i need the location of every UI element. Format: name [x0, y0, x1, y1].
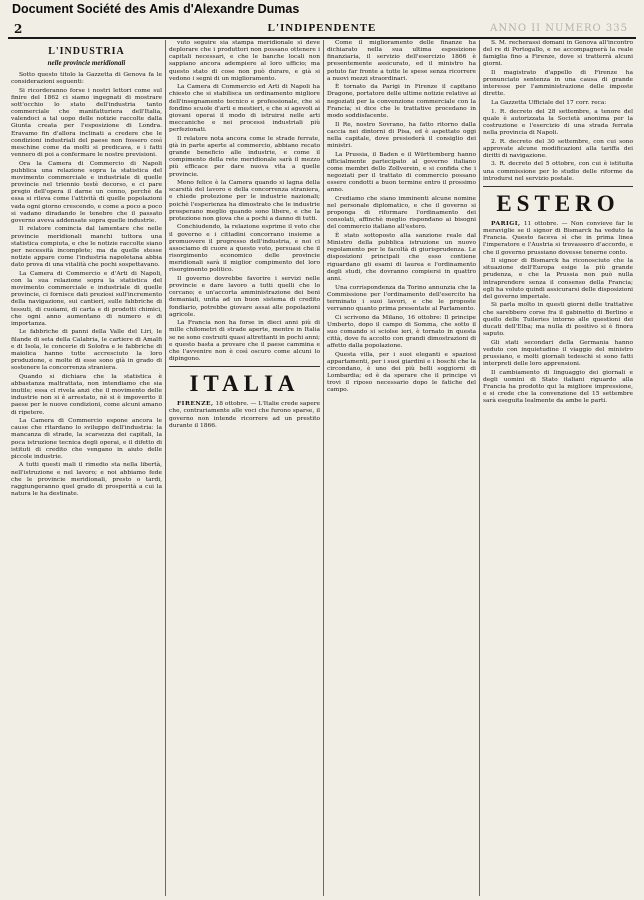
article-paragraph: A tutti questi mali il rimedio sta nella libertà, nell'istruzione e nel lavoro; e noi abbiamo fede che le provincie meridionali, presto o tardi, raggiungeranno quel grado di prosperità a cui la natura le ha destinate. — [11, 462, 162, 498]
article-paragraph: Meno felice è la Camera quando si lagna della scarsità del lavoro e della concorrenza straniera, e chiede protezione per le industrie nazionali; poichè l'esperienza ha dimostrato che le industrie prosperano meglio quando sono libere, e che la protezione non giova che a pochi a danno di tutti. — [169, 180, 320, 222]
article-paragraph: È stato sottoposto alla sanzione reale dal Ministro della pubblica istruzione un nuovo regolamento per le facoltà di giurisprudenza. Le disposizioni principali che esso contiene riguardano gli esami di laurea e l'ordinamento degli studi, che dovranno compiersi in quattro anni. — [327, 233, 476, 282]
article-paragraph: Il governo dovrebbe favorire i servizi nelle provincie e dare lavoro a tutti quelli che lo cercano; e un'accorta amministrazione dei beni demaniali, unita ad un buon sistema di credito fondiario, potrebbe giovare assai alle popolazioni agricole. — [169, 275, 320, 318]
article-paragraph: S. M. recherassi domani in Genova all'incontro del re di Portogallo, e ne accompagnerà la reale famiglia fino a Firenze, dove si tratterrà alcuni giorni. — [483, 40, 633, 68]
column-1-body — [11, 72, 162, 498]
dateline-parigi — [483, 220, 633, 257]
article-paragraph: La Prussia, il Baden e il Württemberg hanno ufficialmente partecipato al governo italiano come membri dello Zollverein, e si confida che i negoziati per il trattato di commercio possano essere condotti a buon termine entro il prossimo anno. — [327, 151, 476, 194]
column-3 — [323, 40, 479, 896]
dateline-firenze — [169, 400, 320, 430]
column-4 — [479, 40, 636, 896]
article-paragraph: La Camera di Commercio e d'Arti di Napoli, con la sua relazione sopra la statistica del movimento commerciale e industriale di quelle provincie, ci fornisce dati preziosi sull'incremento della navigazione, sui cantieri, sulle fabbriche di tessuti, di cuoiami, di carta e di prodotti chimici, che ogni anno aumentano di numero e di importanza. — [11, 270, 162, 327]
article-paragraph: Il magistrato d'appello di Firenze ha pronunciato sentenza in una causa di grande interesse per l'amministrazione delle imposte dirette. — [483, 70, 633, 98]
newspaper-columns — [8, 40, 636, 896]
column-4-body — [483, 40, 633, 107]
section-divider — [169, 366, 320, 367]
article-paragraph: 2. R. decreto del 30 settembre, con cui sono approvate alcune modificazioni alla tariffa dei diritti di navigazione. — [483, 138, 633, 159]
article-paragraph: Il relatore nota ancora come le strade ferrate, già in parte aperte al commercio, abbiano recato grande beneficio alle industrie, e come il compimento della rete meridionale sarà il mezzo più efficace per dare nuova vita a quelle provincie. — [169, 135, 320, 178]
article-paragraph: Il signor di Bismarck ha riconosciuto che la situazione dell'Europa esige la più grande prudenza, e che la Prussia non può nulla intraprendere senza il consenso della Francia; egli ha voluto quindi assicurarsi delle disposizioni del governo imperiale. — [483, 258, 633, 300]
dateline-text: 18 ottobre. — L'Italie crede sapere che, contrariamente alle voci che furono sparse, il governo non intende ricorrere ad un prestito durante il 1866. — [169, 401, 320, 429]
article-paragraph: Si parla molto in questi giorni delle trattative che sarebbero corse fra il gabinetto di Berlino e quello delle Tuileries intorno alle questioni dei ducati dell'Elba; ma nulla di positivo si è finora saputo. — [483, 302, 633, 338]
article-paragraph: Una corrispondenza da Torino annunzia che la Commissione per l'ordinamento dell'esercito ha terminato i suoi lavori, e che le proposte verranno quanto prima presentate al Parlamento. — [327, 284, 476, 312]
header-rule — [8, 37, 636, 39]
show-through-text: ANNO II NUMERO 335 — [490, 23, 628, 34]
article-paragraph: Ora la Camera di Commercio di Napoli pubblica una relazione sopra la statistica del movimento commerciale e industriale di quelle provincie nel triennio testè decorso, e ci pare pregio dell'opera il darne un cenno, perchè da essa si rileva come l'attività di quelle popolazioni vada ogni giorno crescendo, e come a poco a poco si vadano diradando le tenebre che il passato governo aveva addensate sopra quelle industrie. — [11, 160, 162, 224]
column-1 — [8, 40, 165, 896]
section-title-estero: ESTERO — [496, 190, 620, 216]
article-paragraph: La Camera di Commercio ed Arti di Napoli ha chiesto che si stabilisca un ordinamento migliore dell'insegnamento tecnico e professionale, che si fondino scuole d'arti e mestieri, e che si agevoli ai giovani operai il modo di istruirsi nelle arti meccaniche e nei processi industriali più perfezionati. — [169, 84, 320, 134]
article-paragraph: vuto seguire sia stampa meridionale si deve deplorare che i produttori non possano ottenere i capitali necessari, e che le banche locali non sappiano ancora adempiere al loro ufficio; ma questo stato di cose non può durare, e già si vedono i segni di un miglioramento. — [169, 40, 320, 82]
column-3-body — [327, 40, 476, 395]
article-paragraph: Le fabbriche di panni della Valle del Liri, le filande di seta della Calabria, le cartiere di Amalfi e di Isola, le concerie di Solofra e le fabbriche di maiolica hanno tutte accresciuto la loro produzione, e molte di esse sono già in grado di sostenere la concorrenza straniera. — [11, 329, 162, 372]
section-title-industria: L'INDUSTRIA — [48, 46, 125, 57]
section-subtitle: nelle provincie meridionali — [47, 59, 126, 67]
article-paragraph: Conchiudendo, la relazione esprime il voto che il governo e i cittadini concorrano insieme a promuovere il progresso dell'industria, e noi ci associamo di cuore a questo voto, persuasi che il risorgimento economico delle provincie meridionali sarà il miglior compimento del loro risorgimento politico. — [169, 224, 320, 274]
dateline-text: 11 ottobre. — Non convieve far le meraviglie se il signor di Bismarck ha veduto la Francia. Questo faceva sì che in prima linea l'imperatore e l'Austria si trovassero d'accordo, e che il governo prussiano dovesse tenerne conto. — [483, 220, 633, 256]
article-paragraph: Sotto questo titolo la Gazzetta di Genova fa le considerazioni seguenti: — [11, 72, 162, 86]
column-4-body-after — [483, 258, 633, 405]
article-paragraph: 1. R. decreto del 28 settembre, a tenore del quale è autorizzata la Società anonima per la costruzione e l'esercizio di una strada ferrata nella provincia di Napoli. — [483, 108, 633, 137]
article-paragraph: Crediamo che siano imminenti alcune nomine nel personale diplomatico, e che il governo si proponga di riformare l'ordinamento dei consolati, affinchè meglio rispondano ai bisogni del commercio italiano all'estero. — [327, 195, 476, 231]
column-2 — [165, 40, 323, 896]
article-paragraph: La Francia non ha forse in dieci anni più di mille chilometri di strade aperte, mentre in Italia se ne sono costruiti quasi altrettanti in pochi anni; e questo basta a provare che il paese cammina e che l'avvenire non è così oscuro come alcuni lo dipingono. — [169, 320, 320, 363]
article-paragraph: Il Re, nostro Sovrano, ha fatto ritorno dalla caccia nei dintorni di Pisa, ed è aspettato oggi nella capitale, dove presiederà il consiglio dei ministri. — [327, 121, 476, 149]
column-2-body — [169, 40, 320, 363]
article-paragraph: Questa villa, per i suoi eleganti e spaziosi appartamenti, per i suoi giardini e i boschi che la circondano, è uno dei più belli soggiorni di Lombardia; ed è da sperare che il principe vi trovi il riposo necessario dopo le fatiche del campo. — [327, 351, 476, 394]
dateline-place: FIRENZE, — [177, 400, 214, 408]
decree-list — [483, 109, 633, 183]
article-paragraph: La Gazzetta Ufficiale del 17 corr. reca: — [491, 100, 607, 107]
article-paragraph: La Camera di Commercio espone ancora le cause che ritardano lo sviluppo dell'industria: la mancanza di strade, la scarsezza dei capitali, la poca istruzione tecnica degli operai, e il difetto di istituti di credito che vengano in aiuto delle piccole industrie. — [11, 418, 162, 460]
article-paragraph: Il cambiamento di linguaggio dei giornali e degli uomini di Stato italiani riguardo alla Francia ha prodotto qui la migliore impressione, e si crede che la convenzione del 15 settembre sarà eseguita lealmente da ambe le parti. — [483, 369, 633, 405]
article-paragraph: Gli stati secondari della Germania hanno veduto con inquietudine il viaggio del ministro prussiano, e molti giornali tedeschi si sono fatti interpreti delle loro apprensioni. — [483, 339, 633, 368]
page-number: 2 — [14, 22, 23, 36]
section-divider — [483, 186, 633, 187]
watermark: Document Société des Amis d'Alexandre Dumas — [12, 2, 300, 16]
dateline-place: PARIGI, — [491, 219, 521, 227]
section-title-italia: ITALIA — [189, 371, 300, 397]
article-paragraph: 3. R. decreto del 5 ottobre, con cui è istituita una commissione per lo studio delle riforme da introdursi nel servizio postale. — [483, 161, 633, 182]
article-paragraph: Come il miglioramento delle finanze ha dichiarato nella sua ultima esposizione finanziaria, il servizio dell'esercizio 1866 è presentemente assicurato, ed il ministro ha potuto far fronte a tutte le spese senza ricorrere a nuovi mezzi straordinari. — [327, 40, 476, 82]
article-paragraph: Quando si dichiara che la statistica è abbastanza maltrattata, non intendiamo che sia inutile; essa ci rivela anzi che il movimento delle industrie non si è arrestato, nè si è impoverito il paese per le nuove condizioni, come alcuni amano di ripetere. — [11, 373, 162, 416]
article-paragraph: Ci scrivono da Milano, 16 ottobre: Il principe Umberto, dopo il campo di Somma, che sotto il suo comando si sciolse ieri, è tornato in questa città, dove fu accolto con grandi dimostrazioni di affetto dalla popolazione. — [327, 314, 476, 350]
article-paragraph: È tornato da Parigi in Firenze il capitano Dragone, portatore delle ultime notizie relative ai negoziati per la convenzione commerciale con la Francia; si dice che le trattative procedano in modo soddisfacente. — [327, 84, 476, 119]
article-paragraph: Si ricorderanno forse i nostri lettori come sul finire del 1862 ci siamo ingegnati di mostrare sott'occhio lo stato dell'industria tanto commerciale che manifatturiera dell'Italia, valendoci a tal uopo delle notizie raccolte dalla Giunta creata per l'esposizione di Londra. Eravamo fin d'allora inclinati a credere che le condizioni industriali del paese non fossero così meschine come da molti si predicava, e i fatti vennero di poi a confermare le nostre previsioni. — [11, 87, 162, 159]
article-paragraph: Il relatore comincia dal lamentare che nelle provincie meridionali manchi tuttora una statistica compiuta, e che le notizie raccolte siano per necessità incomplete; ma da quelle stesse notizie appare come l'industria napoletana abbia dato prova di una vitalità che pochi sospettavano. — [11, 226, 162, 269]
masthead: L'INDIPENDENTE — [267, 22, 377, 34]
